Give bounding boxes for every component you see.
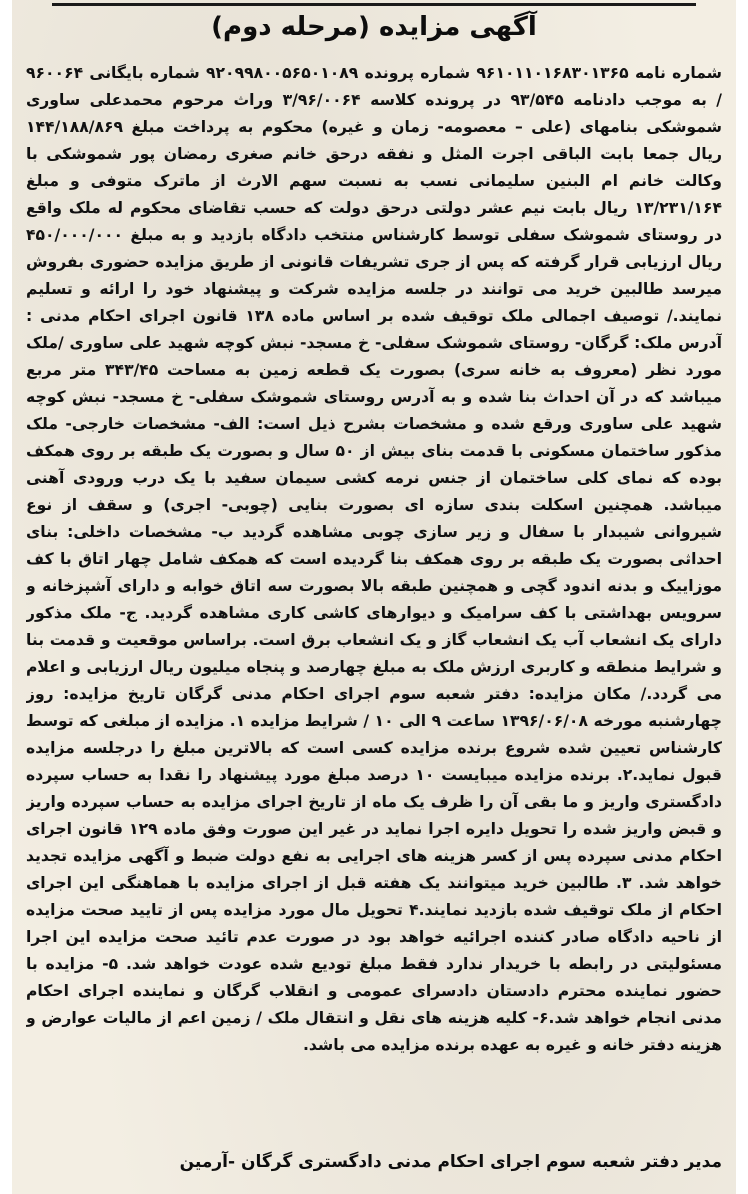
notice-body: شماره نامه ۹۶۱۰۱۱۰۱۶۸۳۰۱۳۶۵ شماره پرونده ۹۲۰۹۹۸۰۰۵۶۵۰۱۰۸۹ شماره بایگانی ۹۶۰۰۶۴ / به موجب دادنامه ۹۳/۵۴۵ در پرونده کلاسه ۳/۹۶/۰۰۶۴ وراث مرحوم محمدعلی ساوری شموشکی بنامهای (علی – معصومه- زمان و غیره) محکوم به پرداخت مبلغ ۱۴۴/۱۸۸/۸۶۹ ریال جمعا بابت الباقی اجرت المثل و نفقه درحق خانم صغری رمضان پور شموشکی با وکالت خانم ام البنین سلیمانی نسب به نسبت سهم الارث از ماترک متوفی و مبلغ ۱۳/۲۳۱/۱۶۴ ریال بابت نیم عشر دولتی درحق دولت که حسب تقاضای محکوم له ملک واقع در روستای شموشک سفلی توسط کارشناس منتخب دادگاه بازدید و به مبلغ ۴۵۰/۰۰۰/۰۰۰ ریال ارزیابی قرار گرفته که پس از جری تشریفات قانونی از طریق مزایده حضوری بفروش میرسد طالبین خرید می توانند در جلسه مزایده شرکت و پیشنهاد خود را ارائه و تسلیم نمایند./ توصیف اجمالی ملک توقیف شده بر اساس ماده ۱۳۸ قانون اجرای احکام مدنی : آدرس ملک: گرگان- روستای شموشک سفلی- خ مسجد- نبش کوچه شهید علی ساوری /ملک مورد نظر (معروف به خانه سری) بصورت یک قطعه زمین به مساحت ۳۴۳/۴۵ متر مربع میباشد که در آن احداث بنا شده و به آدرس روستای شموشک سفلی- خ مسجد- نبش کوچه شهید علی ساوری ورقع شده و مشخصات بشرح ذیل است: الف- مشخصات خارجی- ملک مذکور ساختمان مسکونی با قدمت بنای بیش از ۵۰ سال و بصورت یک طبقه بر روی همکف بوده که نمای کلی ساختمان از جنس نرمه کشی سیمان سفید با یک درب ورودی آهنی میباشد. همچنین اسکلت بندی سازه ای بصورت بنایی (چوبی- اجری) و سقف از نوع شیروانی شیبدار با سفال و زیر سازی چوبی مشاهده گردید ب- مشخصات داخلی: بنای احداثی بصورت یک طبقه بر روی همکف بنا گردیده است که همکف شامل چهار اتاق با کف موزاییک و بدنه اندود گچی و همچنین طبقه بالا بصورت سه اتاق خوابه و دارای آشپزخانه و سرویس بهداشتی با کف سرامیک و دیوارهای کاشی کاری مشاهده گردید. ج- ملک مذکور دارای یک انشعاب آب یک انشعاب گاز و یک انشعاب برق است. براساس موقعیت و قدمت بنا و شرایط منطقه و کاربری ارزش ملک به مبلغ چهارصد و پنجاه میلیون ریال ارزیابی و اعلام می گردد./ مکان مزایده: دفتر شعبه سوم اجرای احکام مدنی گرگان تاریخ مزایده: روز چهارشنبه مورخه ۱۳۹۶/۰۶/۰۸ ساعت ۹ الی ۱۰ / شرایط مزایده ۱. مزایده از مبلغی که توسط کارشناس تعیین شده شروع برنده مزایده کسی است که بالاترین مبلغ را درجلسه مزایده قبول نماید.۲. برنده مزایده میبایست ۱۰ درصد مبلغ مورد پیشنهاد را نقدا به حساب سپرده دادگستری واریز و ما بقی آن را ظرف یک ماه از تاریخ اجرای مزایده به حساب سپرده واریز و قبض واریز شده را تحویل دایره اجرا نماید در غیر این صورت وفق ماده ۱۲۹ قانون اجرای احکام مدنی سپرده پس از کسر هزینه های اجرایی به نفع دولت ضبط و آگهی مزایده تجدید خواهد شد. ۳. طالبین خرید میتوانند یک هفته قبل از اجرای مزایده با هماهنگی این اجرای احکام از ملک توقیف شده بازدید نمایند.۴ تحویل مال مورد مزایده پس از تایید صحت مزایده از ناحیه دادگاه صادر کننده اجرائیه خواهد بود در صورت عدم تائید صحت مزایده این اجرا مسئولیتی در رابطه با خریدار ندارد فقط مبلغ تودیع شده عودت خواهد شد. ۵- مزایده با حضور نماینده محترم دادستان دادسرای عمومی و انقلاب گرگان و نماینده اجرای احکام مدنی انجام خواهد شد.۶- کلیه هزینه های نقل و انتقال ملک / زمین اعم از مالیات عوارض و هزینه دفتر خانه و غیره به عهده برنده مزایده می باشد. (26, 64, 722, 1054)
notice-title: آگهی مزایده (مرحله دوم) (211, 12, 537, 42)
top-divider (52, 3, 696, 6)
notice-signature: مدیر دفتر شعبه سوم اجرای احکام مدنی دادگستری گرگان -آرمین (179, 1152, 722, 1172)
newspaper-clipping (12, 0, 736, 1194)
